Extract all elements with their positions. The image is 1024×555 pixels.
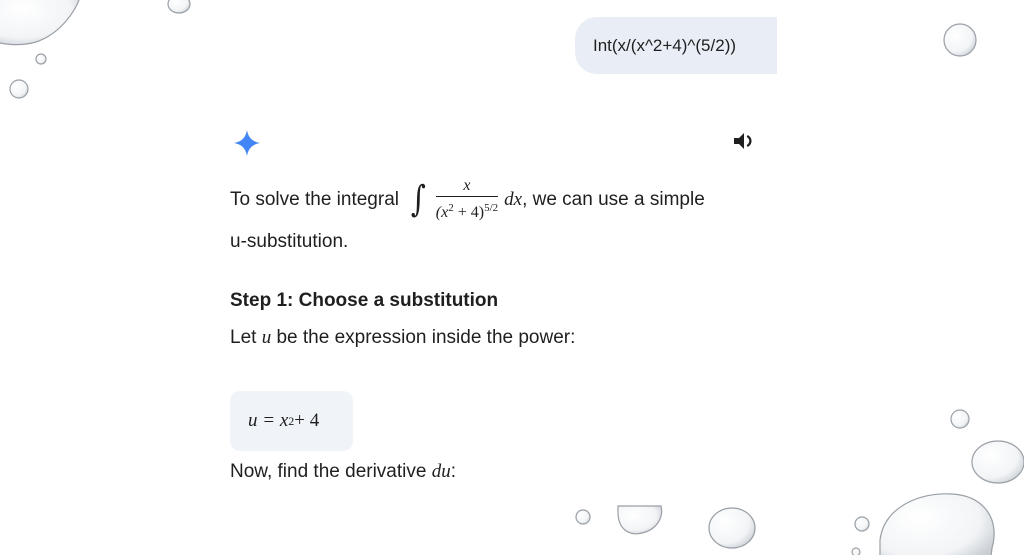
variable-u: u [261,327,272,348]
integral-sign: ∫ [410,179,426,220]
user-query-text: Int(x/(x^2+4)^(5/2)) [593,35,737,55]
equation-lhs: u = x [248,410,289,431]
let-statement: Let u be the expression inside the power: [230,327,576,348]
substitution-equation-block [230,391,353,451]
speaker-icon[interactable] [732,131,756,151]
equation-power: 2 [288,413,295,428]
step-1-heading: Step 1: Choose a substitution [230,290,499,311]
differential: dx [504,189,523,210]
integrand-fraction [436,177,498,223]
variable-du: du [431,461,451,482]
intro-line-2: u-substitution. [230,231,349,252]
intro-text: To solve the integral [230,189,399,210]
fraction-bar [436,196,498,197]
user-query-bubble [575,17,777,74]
intro-text-continued: , we can use a simple [522,189,705,210]
derivative-statement: Now, find the derivative du: [230,461,456,482]
equation-rhs: + 4 [294,410,320,431]
gemini-sparkle-icon [233,129,261,157]
fraction-denominator: $(x^2 + 4)^{5/2}$ [435,202,499,221]
response-intro-line [230,178,705,222]
fraction-numerator: x [463,177,471,194]
